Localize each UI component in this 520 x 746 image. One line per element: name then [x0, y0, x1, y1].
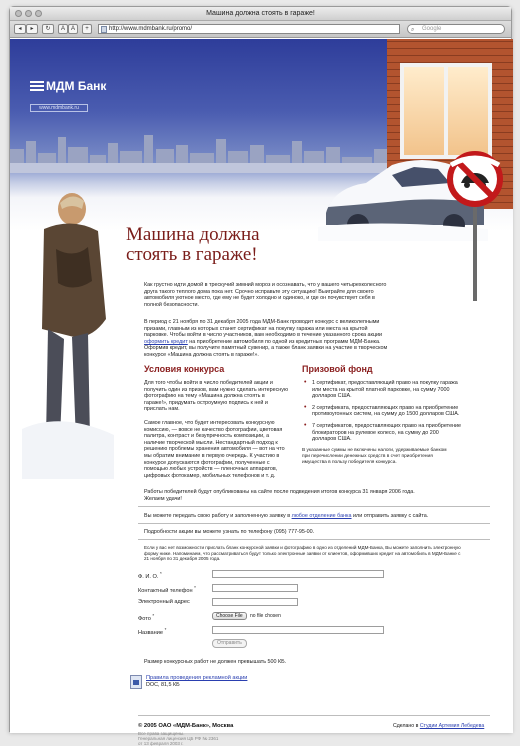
copyright: © 2005 ОАО «МДМ-Банк», Москва: [138, 723, 234, 729]
divider: [138, 523, 490, 524]
intro-paragraph: Как грустно идти домой в трескучий зимний мороз и осознавать, что у вашего четырехколесного друга такого теплого дома пока нет. Срочно исправьте эту ситуацию! Выиграйте для своего автомобиля уютное место, где ему не будет холодно и одиноко, и где он почувствует себя в полной безопасности.: [144, 282, 387, 308]
photo-label-text: Фото: [138, 615, 151, 622]
conditions-paragraph-1: Для того чтобы войти в число победителей акции и получить один из призов, вам нужно сделать интересную фотографию на тему «Машина должна стоять в гараже!», придумать остроумную подпись к ней и прислать нам.: [144, 380, 288, 413]
email-label: Электронный адрес: [138, 599, 190, 605]
prizes-list: [302, 380, 462, 448]
made-by: [393, 723, 484, 729]
divider: [138, 506, 490, 507]
required-mark: *: [194, 585, 196, 590]
rules-doc: [146, 675, 247, 688]
address-bar[interactable]: [98, 24, 400, 34]
browser-window: [9, 6, 512, 746]
conditions-paragraph-2: Самое главное, что будет интересовать конкурсную комиссию, — вовсе не качество фотографии, цветовая палитра, контраст и безупречность композиции, а наличие творческой мысли. Нестандартный подход к решению проблемы хранения автомобиля — вот на что мы обратим внимание в первую очередь. К участию в конкурсе допускаются фотографии, полученные с помощью любых устройств — пленочных аппаратов, цифровых фотокамер, мобильных телефонов и т. д.: [144, 420, 285, 479]
license-line: Все права защищены.: [138, 731, 185, 736]
studio-link[interactable]: Студии Артемия Лебедева: [419, 723, 485, 729]
fio-input[interactable]: [212, 570, 384, 578]
rules-doc-meta: DOC, 81,5 КБ: [146, 681, 180, 688]
phone-info: Подробности акции вы можете узнать по телефону (095) 777-95-00.: [144, 529, 315, 535]
phone-label: [138, 585, 196, 594]
title-bar: [10, 7, 511, 21]
email-input[interactable]: [212, 598, 298, 606]
conditions-heading: Условия конкурса: [144, 364, 225, 374]
choose-file-button[interactable]: Choose File: [212, 612, 247, 620]
search-field[interactable]: [407, 24, 505, 34]
page-icon: [101, 26, 107, 33]
page-headline: Машина должна стоять в гараже!: [126, 224, 260, 265]
address-text: http://www.mdmbank.ru/promo/: [109, 26, 193, 32]
photo-label: [138, 613, 154, 622]
license-info: [138, 731, 218, 746]
no-parking-sign-image: [447, 151, 503, 301]
license-line: Генеральная лицензия ЦБ РФ № 2361: [138, 736, 219, 741]
title-label-text: Название: [138, 629, 163, 636]
prizes-note: В указанные суммы не включены налоги, удерживаемые банком при перечислении денежных средств в счет приобретения имущества в пользу победителя конкурса.: [302, 448, 447, 465]
site-link[interactable]: www.mdmbank.ru: [30, 104, 88, 112]
electronic-form-notice: Если у вас нет возможности прислать бланк конкурсной заявки и фотографию в одно из отделений МДМ-Банка, Вы можете заполнить электронную форму ниже. Напоминаем, что рассматриваться будут только электронные заявки от клиентов, оформивших кредит на автомобиль в МДМ-Банке с 21 ноября по 31 декабря 2005 года.: [144, 545, 461, 562]
divider: [138, 539, 490, 540]
window-frame: [444, 63, 448, 159]
submit-info-text-2: или отправить заявку с сайта.: [353, 513, 429, 519]
period-text-2: на приобретение автомобиля по одной из кредитных программ МДМ-Банка. Оформив кредит, вы получите памятный сувенир, а также бланк заявки на участие в творческом конкурсе «Машина должна стоять в гараже!».: [144, 338, 388, 358]
prize-item: • 1 сертификат, предоставляющий право на покупку гаража или места на крытой платной парковке, на сумму 7000 долларов США.: [302, 380, 462, 400]
title-input[interactable]: [212, 626, 384, 634]
close-window-button[interactable]: [15, 10, 22, 17]
prize-item: • 7 сертификатов, предоставляющих право на приобретение блокираторов на рулевое колесо, на сумму до 200 долларов США.: [302, 423, 462, 443]
text-smaller-button[interactable]: A: [58, 24, 68, 34]
license-line: от 13 февраля 2003 г.: [138, 741, 184, 746]
required-mark: *: [152, 613, 155, 618]
rules-link[interactable]: Правила проведения рекламной акции: [146, 675, 248, 681]
period-text: В период с 21 ноября по 31 декабря 2005 года МДМ-Банк проводит конкурс с великолепными призами, главным из которых станет сертификат на покупку гаража или места на крытой парковке. Чтобы войти в число участников, вам необходимо в течение указанного срока акции: [144, 319, 383, 339]
size-limit-note: Размер конкурсных работ не должен превышать 500 КБ.: [144, 659, 287, 665]
bank-logo[interactable]: [30, 77, 106, 112]
required-mark: *: [164, 627, 167, 632]
made-by-text: Сделано в: [393, 723, 419, 729]
forward-button[interactable]: ▸: [26, 24, 38, 34]
submit-button[interactable]: Отправить: [212, 639, 247, 648]
submit-info-paragraph: [144, 513, 464, 520]
phone-row: [138, 584, 498, 594]
bank-branches-link[interactable]: любое отделение банка: [291, 513, 352, 519]
fio-row: [138, 570, 498, 580]
file-status: no file chosen: [250, 613, 281, 619]
add-bookmark-button[interactable]: +: [82, 24, 92, 34]
bank-name: МДМ Банк: [46, 78, 107, 93]
title-label: [138, 627, 166, 636]
footer-divider: [138, 715, 490, 716]
text-larger-button[interactable]: A: [68, 24, 78, 34]
word-document-icon[interactable]: [130, 675, 142, 689]
phone-input[interactable]: [212, 584, 298, 592]
get-credit-link[interactable]: оформить кредит: [144, 338, 188, 345]
period-paragraph: [144, 319, 388, 359]
zoom-window-button[interactable]: [35, 10, 42, 17]
required-mark: *: [159, 571, 162, 576]
fio-label-text: Ф. И. О.: [138, 573, 159, 580]
logo-mark-icon: [30, 81, 44, 91]
email-row: [138, 598, 498, 608]
reload-button[interactable]: ↻: [42, 24, 54, 34]
window-controls: [15, 10, 42, 17]
browser-toolbar: [10, 21, 511, 38]
back-button[interactable]: ◂: [14, 24, 26, 34]
search-icon: ⌕: [411, 27, 415, 33]
prize-item: • 2 сертификата, предоставляющих право на приобретение противоугонных систем, на сумму до 1500 долларов США.: [302, 405, 462, 418]
prizes-heading: Призовой фонд: [302, 364, 373, 374]
man-in-snow-image: [22, 189, 114, 479]
window-title: Машина должна стоять в гараже!: [206, 10, 315, 17]
title-row: [138, 626, 498, 636]
phone-label-text: Контактный телефон: [138, 587, 193, 594]
fio-label: [138, 571, 162, 580]
web-page: [10, 39, 513, 746]
minimize-window-button[interactable]: [25, 10, 32, 17]
photo-row: [138, 612, 498, 622]
submit-info-text: Вы можете передать свою работу и заполненную заявку в: [144, 513, 291, 519]
results-paragraph: Работы победителей будут опубликованы на сайте после подведения итогов конкурса 31 января 2006 года. Желаем удачи!: [144, 489, 415, 502]
search-placeholder: Google: [422, 26, 442, 32]
